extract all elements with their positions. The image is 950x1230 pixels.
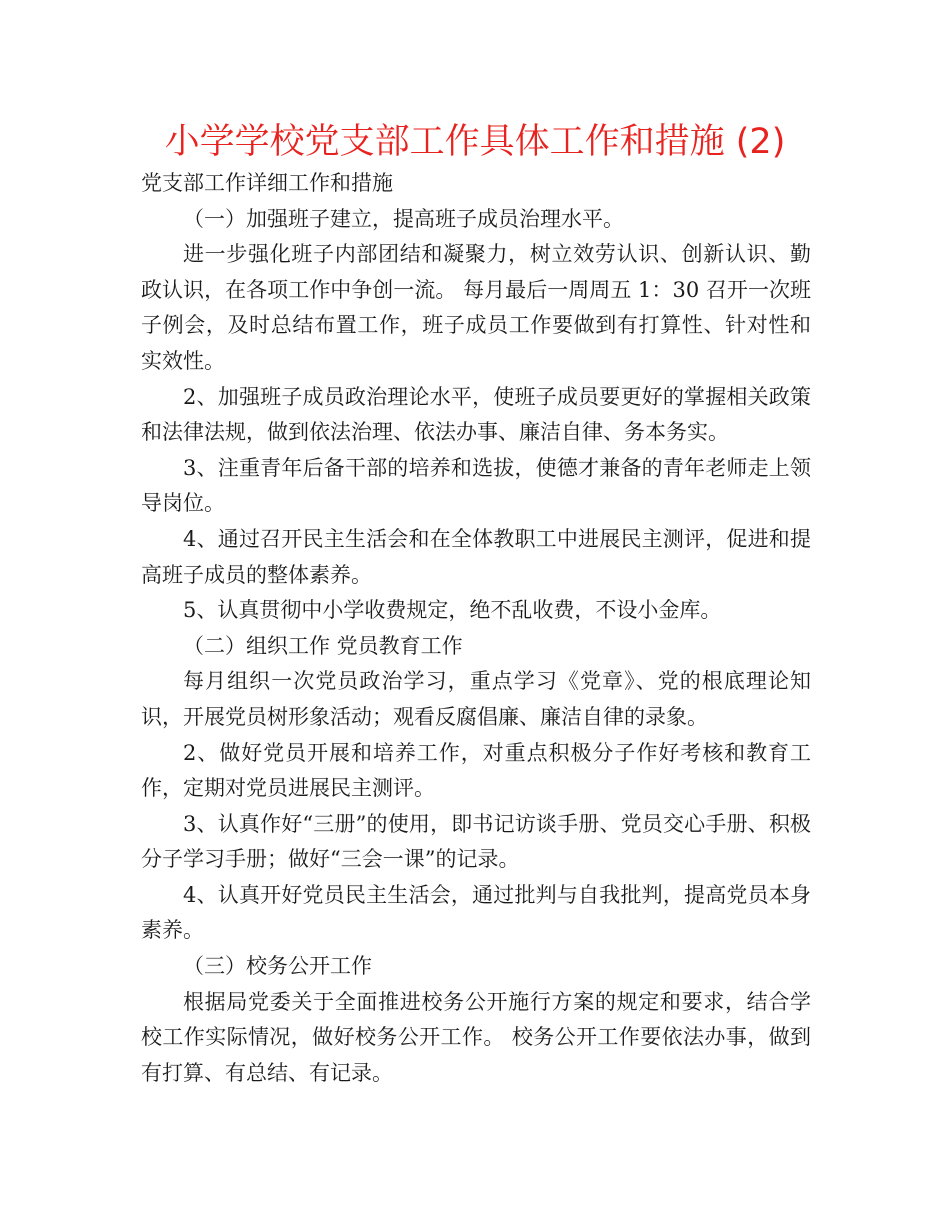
section-heading-3: （三）校务公开工作 bbox=[183, 954, 372, 979]
document-title: 小学学校党支部工作具体工作和措施 (2) bbox=[164, 122, 786, 162]
paragraph: 5、认真贯彻中小学收费规定，绝不乱收费，不设小金库。 bbox=[183, 598, 722, 623]
paragraph: 进一步强化班子内部团结和凝聚力，树立效劳认识、创新认识、勤政认识，在各项工作中争创一流。 每月最后一周周五 1：30 召开一次班子例会，及时总结布置工作，班子成员工作要做到有打算性、针对性和实效性。 bbox=[141, 242, 811, 373]
paragraph: 根据局党委关于全面推进校务公开施行方案的规定和要求，结合学校工作实际情况，做好校务公开工作。 校务公开工作要依法办事，做到有打算、有总结、有记录。 bbox=[141, 989, 811, 1085]
paragraph: 2、做好党员开展和培养工作，对重点积极分子作好考核和教育工作，定期对党员进展民主测评。 bbox=[141, 740, 811, 801]
paragraph: 3、认真作好“三册”的使用，即书记访谈手册、党员交心手册、积极分子学习手册；做好“三会一课”的记录。 bbox=[141, 811, 811, 872]
section-heading-2: （二）组织工作 党员教育工作 bbox=[183, 633, 463, 658]
paragraph: 4、通过召开民主生活会和在全体教职工中进展民主测评，促进和提高班子成员的整体素养。 bbox=[141, 526, 811, 587]
paragraph: 4、认真开好党员民主生活会，通过批判与自我批判，提高党员本身素养。 bbox=[141, 882, 811, 943]
paragraph: 2、加强班子成员政治理论水平，使班子成员要更好的掌握相关政策和法律法规，做到依法治理、依法办事、廉洁自律、务本务实。 bbox=[141, 384, 811, 445]
paragraph: 3、注重青年后备干部的培养和选拔，使德才兼备的青年老师走上领导岗位。 bbox=[141, 455, 811, 516]
section-heading-1: （一）加强班子建立，提高班子成员治理水平。 bbox=[183, 206, 624, 231]
document-body bbox=[141, 166, 811, 1091]
document-subtitle: 党支部工作详细工作和措施 bbox=[141, 171, 393, 195]
paragraph: 每月组织一次党员政治学习，重点学习《党章》、党的根底理论知识，开展党员树形象活动；观看反腐倡廉、廉洁自律的录象。 bbox=[141, 669, 811, 729]
